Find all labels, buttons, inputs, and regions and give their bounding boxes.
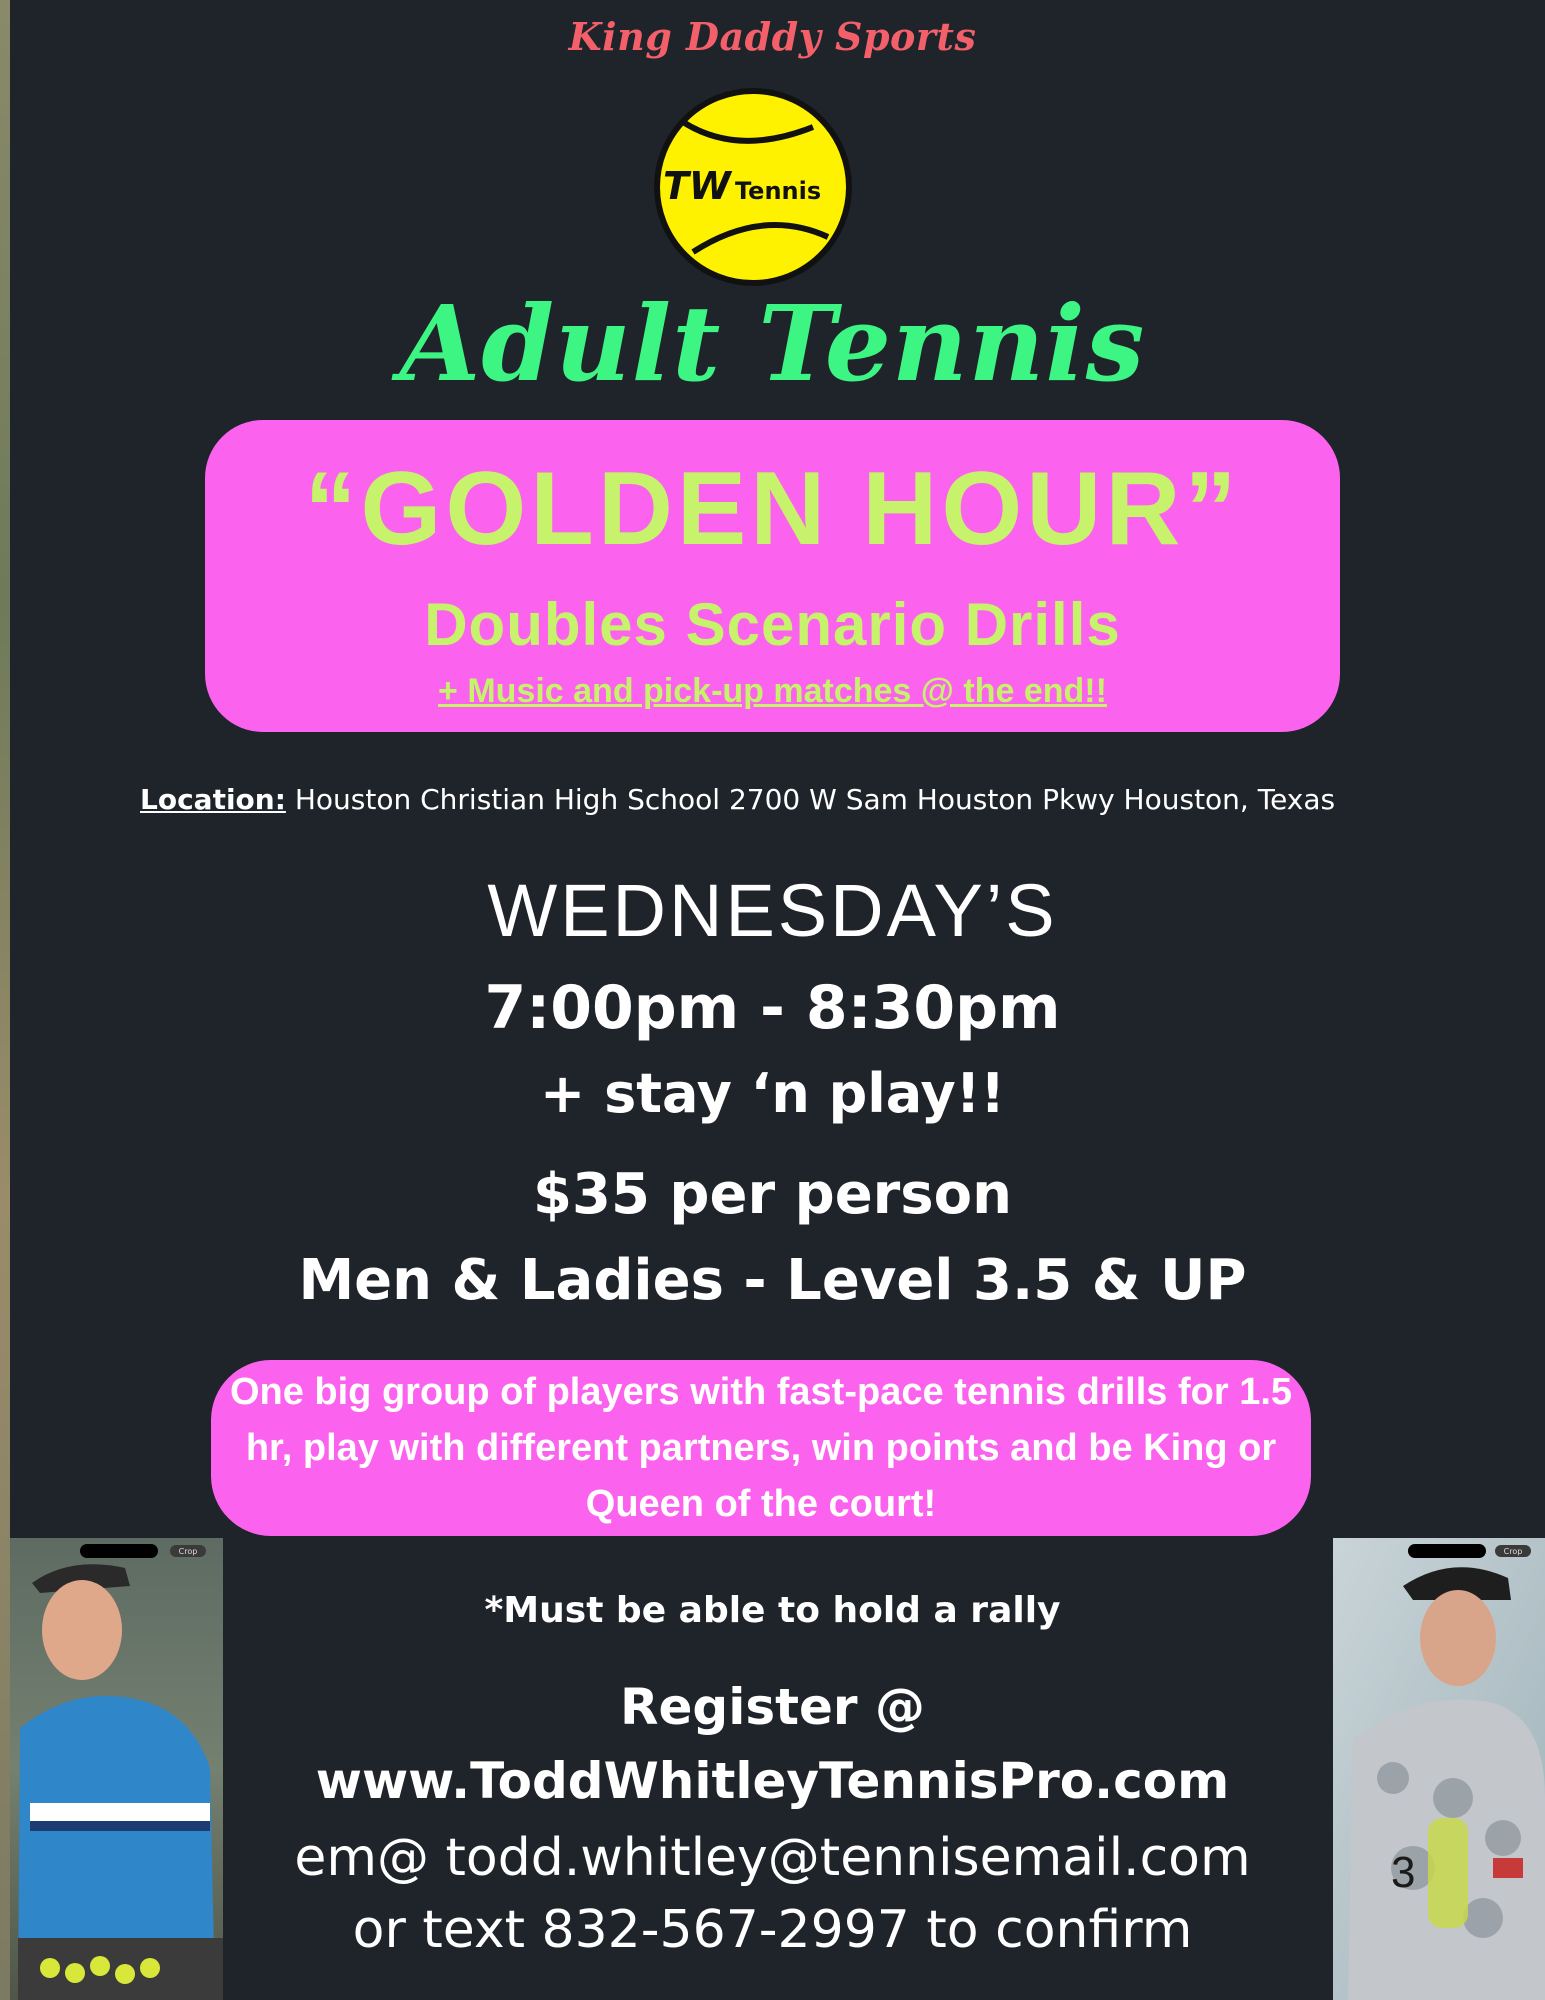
text-contact: or text 832-567-2997 to confirm: [352, 1900, 1193, 1960]
page-number: 3: [1391, 1848, 1416, 1897]
coach-photo-right: [1333, 1538, 1545, 2000]
brand-name: King Daddy Sports: [568, 14, 977, 59]
tw-tennis-logo: [653, 87, 853, 287]
location-line: [140, 783, 1440, 816]
page-title: Adult Tennis: [399, 282, 1146, 405]
golden-hour-title: “GOLDEN HOUR”: [304, 451, 1241, 567]
coach-photo-left: [10, 1538, 223, 2000]
description-text: One big group of players with fast-pace tennis drills for 1.5 hr, play with different partners, win points and be King or Queen of the court!: [229, 1371, 1293, 1525]
crop-label-left: Crop: [178, 1547, 198, 1556]
golden-hour-note: + Music and pick-up matches @ the end!!: [438, 672, 1107, 710]
requirement-text: *Must be able to hold a rally: [484, 1590, 1061, 1631]
register-label: Register @: [620, 1678, 925, 1736]
location-label: Location:: [140, 783, 286, 816]
website-link[interactable]: www.ToddWhitleyTennisPro.com: [315, 1752, 1230, 1810]
schedule-extra: + stay ‘n play!!: [540, 1062, 1005, 1125]
description-banner: [211, 1360, 1311, 1536]
golden-hour-banner: [205, 420, 1340, 732]
email-link[interactable]: em@ todd.whitley@tennisemail.com: [294, 1828, 1251, 1888]
logo-text-main: TW: [663, 164, 731, 208]
location-value: Houston Christian High School 2700 W Sam Houston Pkwy Houston, Texas: [294, 783, 1336, 816]
logo-text-sub: Tennis: [735, 177, 822, 205]
price-text: $35 per person: [533, 1162, 1012, 1227]
schedule-day: WEDNESDAY’S: [487, 869, 1058, 952]
crop-label-right: Crop: [1503, 1547, 1523, 1556]
schedule-time: 7:00pm - 8:30pm: [484, 973, 1061, 1043]
golden-hour-subtitle: Doubles Scenario Drills: [424, 591, 1121, 658]
tennis-ball-icon: [653, 87, 853, 287]
level-text: Men & Ladies - Level 3.5 & UP: [298, 1248, 1247, 1313]
